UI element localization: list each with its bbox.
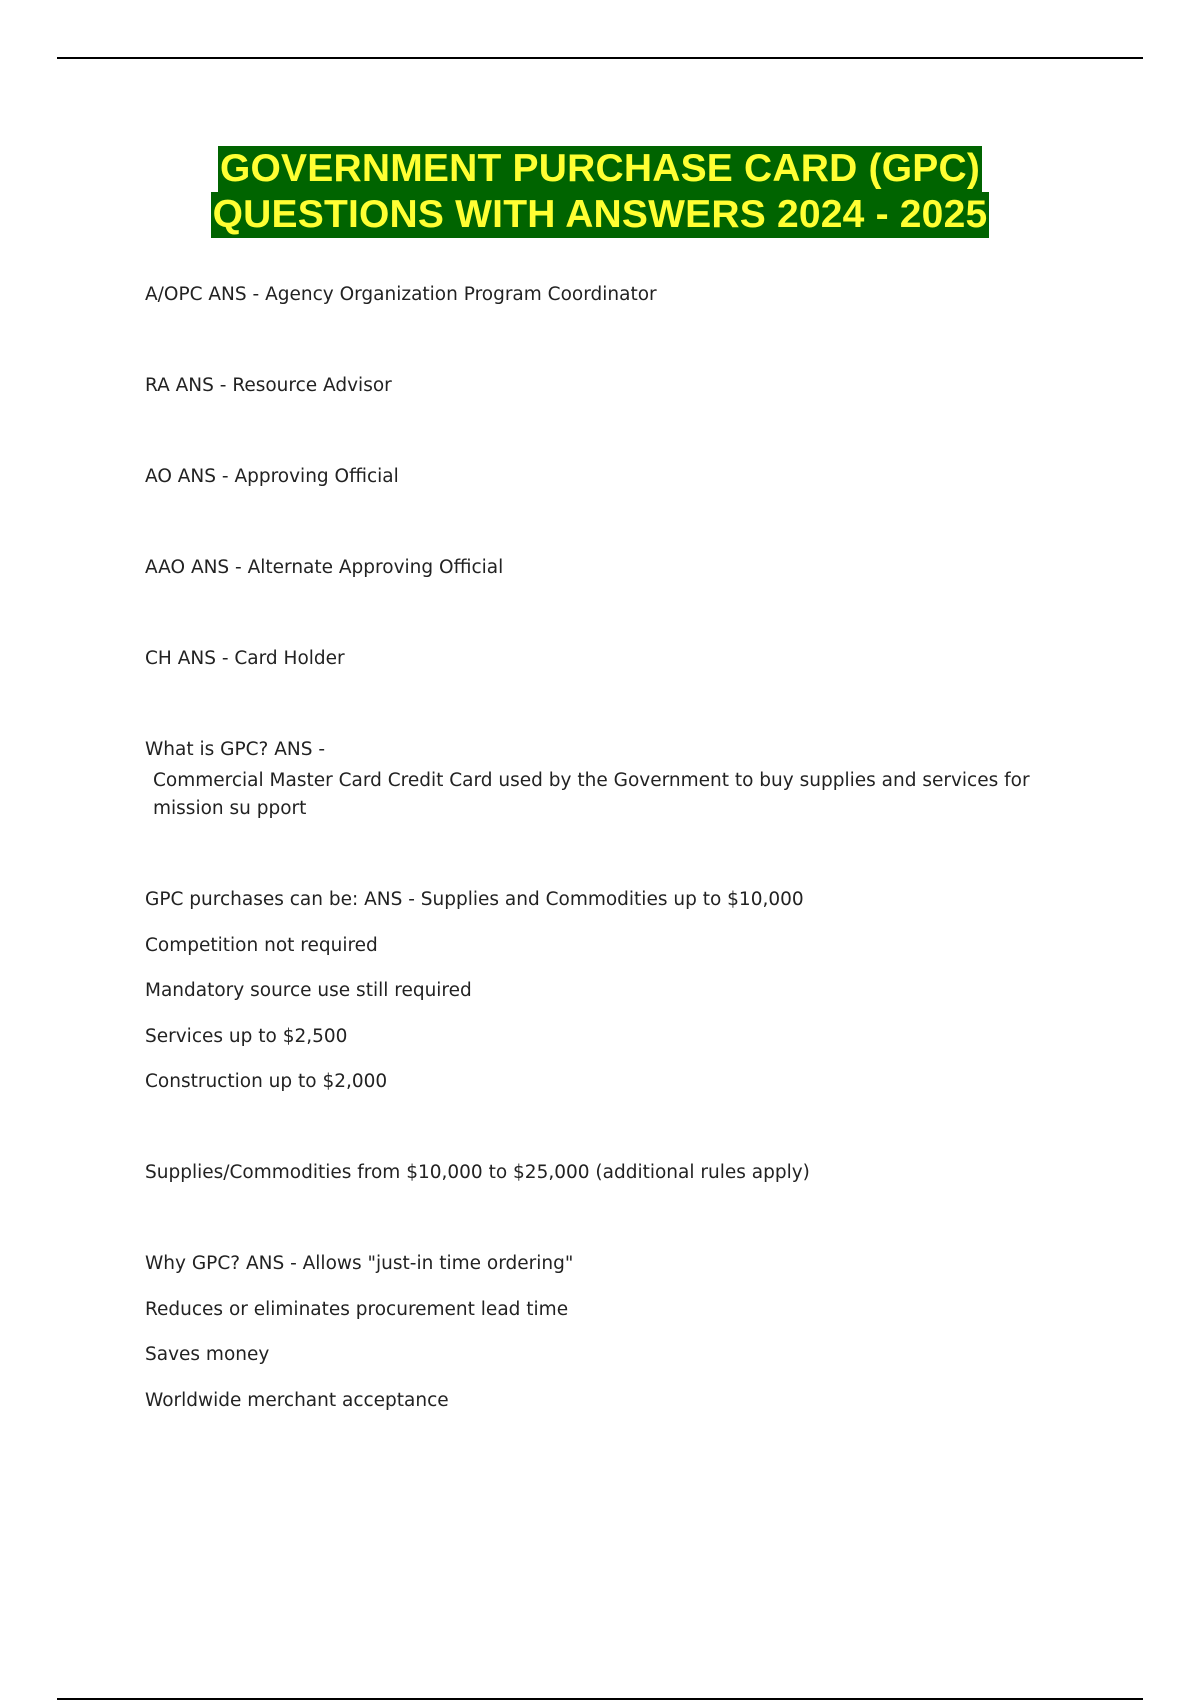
qa-answer-line: Services up to $2,500 (145, 1026, 348, 1047)
qa-question-what-is-gpc: What is GPC? ANS - (145, 739, 326, 760)
qa-entry-ra: RA ANS - Resource Advisor (145, 375, 392, 396)
qa-answer-line: Competition not required (145, 935, 378, 956)
qa-answer-line: Worldwide merchant acceptance (145, 1390, 449, 1411)
qa-answer-line: Saves money (145, 1344, 270, 1365)
qa-question-why-gpc: Why GPC? ANS - Allows "just-in time ordering" (145, 1253, 574, 1274)
top-rule (57, 57, 1143, 59)
qa-entry-ch: CH ANS - Card Holder (145, 648, 345, 669)
qa-answer-line: Mandatory source use still required (145, 980, 472, 1001)
document-title (0, 146, 1200, 238)
qa-answer-what-is-gpc: Commercial Master Card Credit Card used by the Government to buy supplies and services for mission su pport (153, 770, 1030, 819)
qa-answer-line: Reduces or eliminates procurement lead time (145, 1299, 569, 1320)
qa-question-gpc-purchases: GPC purchases can be: ANS - Supplies and Commodities up to $10,000 (145, 889, 804, 910)
qa-answer-line: Supplies/Commodities from $10,000 to $25,000 (additional rules apply) (145, 1162, 810, 1183)
qa-entry-aao: AAO ANS - Alternate Approving Official (145, 557, 504, 578)
qa-entry-aopc: A/OPC ANS - Agency Organization Program Coordinator (145, 284, 657, 305)
title-line-1: GOVERNMENT PURCHASE CARD (GPC) (219, 147, 981, 190)
qa-answer-line: Construction up to $2,000 (145, 1071, 388, 1092)
title-line-2: QUESTIONS WITH ANSWERS 2024 - 2025 (212, 193, 988, 236)
qa-entry-ao: AO ANS - Approving Official (145, 466, 399, 487)
